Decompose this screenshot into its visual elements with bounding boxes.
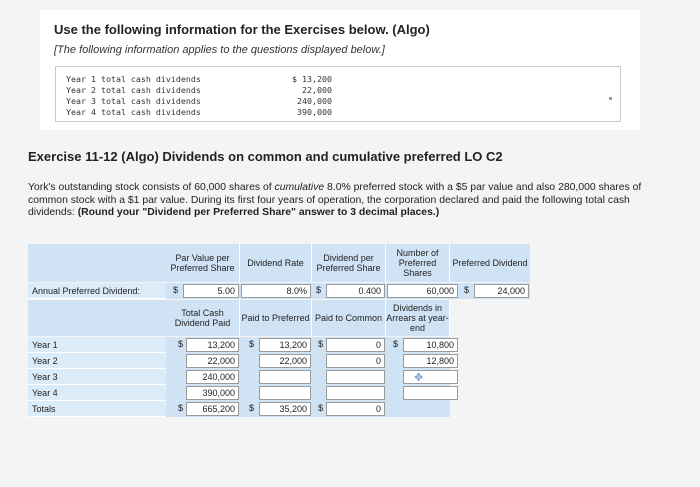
- header-paid-to-common: Paid to Common: [312, 300, 386, 336]
- header-dividend-per-share: Dividend per Preferred Share: [312, 244, 386, 282]
- annual-preferred-dividend-label: Annual Preferred Dividend:: [28, 283, 166, 299]
- info-label: Year 3 total cash dividends: [66, 96, 201, 106]
- currency-symbol: $: [318, 339, 324, 349]
- info-label: Year 1 total cash dividends: [66, 74, 201, 84]
- currency-symbol: $: [318, 403, 324, 413]
- rounding-instruction: (Round your "Dividend per Preferred Share" answer to 3 decimal places.): [77, 207, 440, 218]
- currency-symbol: $: [249, 403, 255, 413]
- arrears-input-year-1[interactable]: 10,800: [403, 338, 458, 352]
- currency-symbol: $: [173, 285, 179, 295]
- instructions-title: Use the following information for the Exercises below. (Algo): [54, 22, 430, 37]
- instructions-note: [The following information applies to the questions displayed below.]: [54, 44, 385, 56]
- par-value-input[interactable]: 5.00: [183, 284, 239, 298]
- arrears-input-year-2[interactable]: 12,800: [403, 354, 458, 368]
- total-cash-input-year-2[interactable]: 22,000: [186, 354, 239, 368]
- row-label-year-1: Year 1: [28, 337, 166, 353]
- info-row-year-2: [66, 85, 332, 96]
- paid-common-total[interactable]: 0: [326, 402, 385, 416]
- paid-common-input-year-3[interactable]: [326, 370, 385, 384]
- currency-symbol: $: [464, 285, 470, 295]
- paid-common-input-year-1[interactable]: 0: [326, 338, 385, 352]
- info-row-year-4: [66, 107, 332, 118]
- info-value: 22,000: [302, 85, 332, 95]
- paid-preferred-input-year-2[interactable]: 22,000: [259, 354, 311, 368]
- number-of-shares-input[interactable]: 60,000: [387, 284, 458, 298]
- dividend-per-share-input[interactable]: 0.400: [326, 284, 385, 298]
- header-dividends-in-arrears: Dividends in Arrears at year-end: [386, 300, 450, 336]
- row-label-year-2: Year 2: [28, 353, 166, 369]
- currency-symbol: $: [249, 339, 255, 349]
- header-total-cash-dividend: Total Cash Dividend Paid: [166, 300, 240, 336]
- header-preferred-dividend: Preferred Dividend: [450, 244, 530, 282]
- info-row-year-3: [66, 96, 332, 107]
- info-value: 390,000: [297, 107, 332, 117]
- total-cash-total[interactable]: 665,200: [186, 402, 239, 416]
- row-label-year-4: Year 4: [28, 385, 166, 401]
- cursor-icon: ✥: [414, 372, 424, 384]
- text-segment: 8.0% preferred stock with a $5 par value and also 280,000 shares of: [324, 182, 642, 193]
- exercise-description: [28, 182, 700, 220]
- exercise-title: Exercise 11-12 (Algo) Dividends on common and cumulative preferred LO C2: [28, 149, 503, 164]
- total-cash-input-year-1[interactable]: 13,200: [186, 338, 239, 352]
- info-label: Year 2 total cash dividends: [66, 85, 201, 95]
- total-cash-input-year-3[interactable]: 240,000: [186, 370, 239, 384]
- currency-symbol: $: [316, 285, 322, 295]
- text-segment: York's outstanding stock consists of 60,000 shares of: [28, 182, 275, 193]
- paid-preferred-input-year-3[interactable]: [259, 370, 311, 384]
- preferred-dividend-input[interactable]: 24,000: [474, 284, 529, 298]
- header-dividend-rate: Dividend Rate: [240, 244, 312, 282]
- info-label: Year 4 total cash dividends: [66, 107, 201, 117]
- text-segment-italic: cumulative: [274, 182, 325, 193]
- paid-common-input-year-2[interactable]: 0: [326, 354, 385, 368]
- header-paid-to-preferred: Paid to Preferred: [240, 300, 312, 336]
- header-par-value: Par Value per Preferred Share: [166, 244, 240, 282]
- resize-dot-icon: [609, 97, 612, 100]
- currency-symbol: $: [393, 339, 399, 349]
- arrears-input-year-3[interactable]: [403, 370, 458, 384]
- currency-symbol: $: [178, 403, 184, 413]
- info-value: $ 13,200: [292, 74, 332, 84]
- currency-symbol: $: [178, 339, 184, 349]
- subheader-blank-cell: [28, 300, 166, 336]
- description-line-2: common stock with a $1 par value. During its first four years of operation, the corporation declared and paid the following total cash: [28, 194, 630, 206]
- description-line-3: [28, 207, 700, 220]
- text-segment: dividends:: [28, 207, 78, 218]
- total-cash-input-year-4[interactable]: 390,000: [186, 386, 239, 400]
- header-blank-cell: [28, 244, 166, 282]
- info-value: 240,000: [297, 96, 332, 106]
- paid-preferred-input-year-4[interactable]: [259, 386, 311, 400]
- arrears-input-year-4[interactable]: [403, 386, 458, 400]
- row-label-year-3: Year 3: [28, 369, 166, 385]
- paid-common-input-year-4[interactable]: [326, 386, 385, 400]
- row-label-totals: Totals: [28, 401, 166, 417]
- description-line-1: [28, 182, 700, 195]
- dividend-info-box: [55, 66, 621, 122]
- paid-preferred-input-year-1[interactable]: 13,200: [259, 338, 311, 352]
- info-row-year-1: [66, 74, 332, 85]
- paid-preferred-total[interactable]: 35,200: [259, 402, 311, 416]
- header-number-of-shares: Number of Preferred Shares: [386, 244, 450, 282]
- dividend-rate-input[interactable]: 8.0%: [241, 284, 311, 298]
